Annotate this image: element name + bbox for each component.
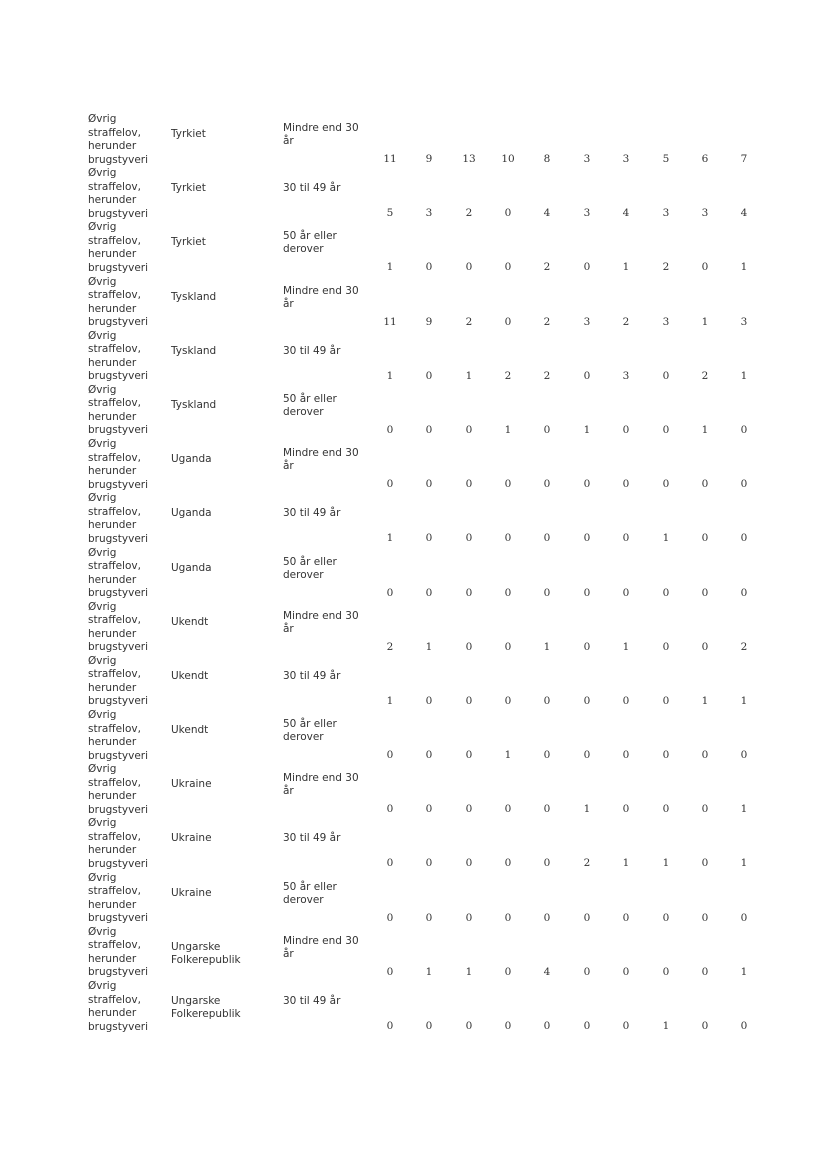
value-cell: 0 xyxy=(425,749,433,762)
value-cell: 2 xyxy=(701,369,709,382)
crime-category-line: straffelov, xyxy=(88,126,141,139)
age-group-cell: Mindre end 30 år xyxy=(283,284,359,310)
value-cell: 2 xyxy=(465,315,473,328)
value-cell: 0 xyxy=(662,640,670,653)
value-cell: 0 xyxy=(465,478,473,491)
crime-category-line: straffelov, xyxy=(88,993,141,1006)
table-row xyxy=(0,113,828,167)
value-cell: 0 xyxy=(504,803,512,816)
country-cell: Uganda xyxy=(171,561,212,574)
country-cell: Tyrkiet xyxy=(171,236,206,249)
crime-category-line: Øvrig xyxy=(88,654,117,667)
value-cell: 0 xyxy=(622,1020,630,1032)
value-cell: 0 xyxy=(583,694,591,707)
value-cell: 0 xyxy=(543,1020,551,1032)
value-cell: 0 xyxy=(583,369,591,382)
value-cell: 0 xyxy=(622,694,630,707)
value-cell: 0 xyxy=(543,911,551,924)
country-cell: Uganda xyxy=(171,507,212,520)
table-row xyxy=(0,709,828,763)
crime-category-line: Øvrig xyxy=(88,546,117,559)
table-row xyxy=(0,601,828,655)
value-cell: 13 xyxy=(462,153,476,165)
value-cell: 0 xyxy=(701,911,709,924)
value-cell: 1 xyxy=(740,369,748,382)
table-row xyxy=(0,980,828,1034)
crime-category-line: straffelov, xyxy=(88,939,141,952)
country-cell: Tyskland xyxy=(171,398,217,411)
value-cell: 0 xyxy=(504,207,512,220)
value-cell: 0 xyxy=(465,694,473,707)
crime-category-line: brugstyveri xyxy=(88,424,149,437)
crime-category-line: herunder xyxy=(88,736,137,749)
value-cell: 0 xyxy=(543,694,551,707)
value-cell: 2 xyxy=(740,640,748,653)
value-cell: 0 xyxy=(386,1020,394,1032)
crime-category-line: Øvrig xyxy=(88,329,117,342)
value-cell: 1 xyxy=(425,965,433,978)
value-cell: 1 xyxy=(622,857,630,870)
value-cell: 0 xyxy=(701,532,709,545)
crime-category-line: brugstyveri xyxy=(88,695,149,708)
crime-category-line: herunder xyxy=(88,844,137,857)
crime-category-line: Øvrig xyxy=(88,763,117,776)
value-cell: 0 xyxy=(583,911,591,924)
value-cell: 5 xyxy=(662,153,670,165)
value-cell: 0 xyxy=(504,478,512,491)
crime-category-line: straffelov, xyxy=(88,776,141,789)
crime-category-line: Øvrig xyxy=(88,709,117,722)
age-group-cell: 30 til 49 år xyxy=(283,507,341,520)
value-cell: 0 xyxy=(740,423,748,436)
crime-category-line: herunder xyxy=(88,1007,137,1019)
value-cell: 0 xyxy=(622,532,630,545)
crime-category-line: herunder xyxy=(88,573,137,586)
value-cell: 0 xyxy=(583,532,591,545)
value-cell: 0 xyxy=(543,478,551,491)
crime-category-line: straffelov, xyxy=(88,234,141,247)
value-cell: 2 xyxy=(543,315,551,328)
age-group-cell: 30 til 49 år xyxy=(283,995,341,1007)
value-cell: 1 xyxy=(701,694,709,707)
value-cell: 0 xyxy=(622,965,630,978)
value-cell: 0 xyxy=(701,803,709,816)
crime-category-line: brugstyveri xyxy=(88,641,149,654)
country-cell: Ukendt xyxy=(171,615,209,628)
value-cell: 0 xyxy=(504,315,512,328)
value-cell: 0 xyxy=(701,478,709,491)
value-cell: 0 xyxy=(662,965,670,978)
crime-category-line: herunder xyxy=(88,465,137,478)
age-group-cell: 30 til 49 år xyxy=(283,832,341,845)
country-cell: Tyrkiet xyxy=(171,128,206,140)
value-cell: 0 xyxy=(504,532,512,545)
value-cell: 0 xyxy=(504,261,512,274)
value-cell: 1 xyxy=(543,640,551,653)
value-cell: 0 xyxy=(622,478,630,491)
crime-category-line: brugstyveri xyxy=(88,966,149,979)
crime-category-line: herunder xyxy=(88,410,137,423)
crime-category-line: Øvrig xyxy=(88,817,117,830)
value-cell: 0 xyxy=(701,965,709,978)
age-group-cell: 50 år eller derover xyxy=(283,230,337,256)
value-cell: 2 xyxy=(583,857,591,870)
value-cell: 0 xyxy=(504,965,512,978)
value-cell: 3 xyxy=(583,315,591,328)
value-cell: 1 xyxy=(662,1020,670,1032)
age-group-cell: 30 til 49 år xyxy=(283,344,341,357)
value-cell: 0 xyxy=(504,694,512,707)
value-cell: 2 xyxy=(543,369,551,382)
value-cell: 1 xyxy=(740,965,748,978)
value-cell: 4 xyxy=(543,965,551,978)
crime-category-line: straffelov, xyxy=(88,343,141,356)
table-row xyxy=(0,330,828,384)
value-cell: 0 xyxy=(465,911,473,924)
country-cell: Ukraine xyxy=(171,832,212,845)
crime-category-line: Øvrig xyxy=(88,113,117,125)
value-cell: 0 xyxy=(386,911,394,924)
crime-category-line: brugstyveri xyxy=(88,749,149,762)
crime-category-line: Øvrig xyxy=(88,221,117,234)
value-cell: 0 xyxy=(701,586,709,599)
crime-category-line: straffelov, xyxy=(88,614,141,627)
value-cell: 0 xyxy=(425,261,433,274)
value-cell: 6 xyxy=(701,153,709,165)
value-cell: 0 xyxy=(583,640,591,653)
value-cell: 0 xyxy=(543,803,551,816)
country-cell: Ukraine xyxy=(171,886,212,899)
crime-category-line: brugstyveri xyxy=(88,153,149,166)
crime-category-line: brugstyveri xyxy=(88,587,149,599)
value-cell: 0 xyxy=(583,586,591,599)
crime-category-line: straffelov, xyxy=(88,505,141,518)
value-cell: 4 xyxy=(543,207,551,220)
value-cell: 11 xyxy=(383,153,397,165)
value-cell: 0 xyxy=(662,911,670,924)
age-group-cell: Mindre end 30 år xyxy=(283,122,359,147)
crime-category-line: Øvrig xyxy=(88,980,117,992)
crime-category-line: herunder xyxy=(88,627,137,640)
crime-category-line: herunder xyxy=(88,952,137,965)
value-cell: 0 xyxy=(425,532,433,545)
crime-category-line: Øvrig xyxy=(88,383,117,396)
country-cell: Tyskland xyxy=(171,344,217,357)
crime-category-line: straffelov, xyxy=(88,722,141,735)
country-cell: Ukraine xyxy=(171,778,212,791)
table-row xyxy=(0,384,828,438)
value-cell: 0 xyxy=(425,423,433,436)
value-cell: 1 xyxy=(465,369,473,382)
crime-category-line: herunder xyxy=(88,194,137,207)
value-cell: 2 xyxy=(386,640,394,653)
value-cell: 1 xyxy=(386,694,394,707)
crime-category-line: Øvrig xyxy=(88,275,117,288)
value-cell: 0 xyxy=(386,857,394,870)
value-cell: 1 xyxy=(504,749,512,762)
value-cell: 0 xyxy=(701,1020,709,1032)
table-row xyxy=(0,763,828,817)
value-cell: 3 xyxy=(662,315,670,328)
value-cell: 0 xyxy=(701,749,709,762)
value-cell: 3 xyxy=(701,207,709,220)
value-cell: 0 xyxy=(543,532,551,545)
country-cell: Ungarske Folkerepublik xyxy=(171,940,241,966)
crime-category-line: Øvrig xyxy=(88,925,117,938)
value-cell: 0 xyxy=(740,586,748,599)
value-cell: 0 xyxy=(465,1020,473,1032)
value-cell: 0 xyxy=(543,586,551,599)
value-cell: 0 xyxy=(543,749,551,762)
crime-category-line: Øvrig xyxy=(88,871,117,884)
value-cell: 0 xyxy=(504,1020,512,1032)
value-cell: 0 xyxy=(386,803,394,816)
value-cell: 1 xyxy=(386,369,394,382)
crime-category-line: straffelov, xyxy=(88,668,141,681)
crime-category-line: herunder xyxy=(88,248,137,261)
value-cell: 4 xyxy=(622,207,630,220)
table-row xyxy=(0,221,828,275)
value-cell: 1 xyxy=(465,965,473,978)
crime-category-line: brugstyveri xyxy=(88,1020,149,1033)
value-cell: 3 xyxy=(583,207,591,220)
value-cell: 0 xyxy=(583,261,591,274)
value-cell: 0 xyxy=(425,586,433,599)
value-cell: 0 xyxy=(543,423,551,436)
crime-category-line: brugstyveri xyxy=(88,803,149,816)
value-cell: 0 xyxy=(504,586,512,599)
value-cell: 0 xyxy=(662,478,670,491)
crime-category-line: brugstyveri xyxy=(88,370,149,383)
country-cell: Tyrkiet xyxy=(171,182,206,195)
table-row xyxy=(0,547,828,601)
crime-category-line: brugstyveri xyxy=(88,478,149,491)
value-cell: 0 xyxy=(622,911,630,924)
crime-category-line: brugstyveri xyxy=(88,316,149,329)
country-cell: Ukendt xyxy=(171,724,209,737)
country-cell: Ukendt xyxy=(171,669,209,682)
value-cell: 0 xyxy=(622,803,630,816)
value-cell: 0 xyxy=(465,586,473,599)
data-table xyxy=(0,113,828,1034)
crime-category-line: herunder xyxy=(88,790,137,803)
value-cell: 8 xyxy=(543,153,551,165)
value-cell: 3 xyxy=(622,369,630,382)
crime-category-line: straffelov, xyxy=(88,560,141,572)
crime-category-line: straffelov, xyxy=(88,885,141,898)
value-cell: 0 xyxy=(622,749,630,762)
value-cell: 0 xyxy=(583,749,591,762)
value-cell: 0 xyxy=(465,261,473,274)
table-row xyxy=(0,926,828,980)
table-row xyxy=(0,276,828,330)
value-cell: 0 xyxy=(425,857,433,870)
crime-category-line: straffelov, xyxy=(88,830,141,843)
age-group-cell: 50 år eller derover xyxy=(283,718,337,744)
age-group-cell: 50 år eller derover xyxy=(283,555,337,581)
crime-category-line: herunder xyxy=(88,898,137,911)
value-cell: 3 xyxy=(740,315,748,328)
value-cell: 1 xyxy=(662,532,670,545)
value-cell: 1 xyxy=(583,803,591,816)
crime-category-line: herunder xyxy=(88,519,137,532)
value-cell: 1 xyxy=(740,857,748,870)
crime-category-line: herunder xyxy=(88,140,137,152)
country-cell: Tyskland xyxy=(171,290,217,303)
crime-category-line: Øvrig xyxy=(88,492,117,505)
value-cell: 0 xyxy=(425,478,433,491)
value-cell: 0 xyxy=(465,640,473,653)
value-cell: 0 xyxy=(425,911,433,924)
table-row xyxy=(0,438,828,492)
value-cell: 1 xyxy=(740,261,748,274)
age-group-cell: 30 til 49 år xyxy=(283,669,341,682)
crime-category-line: brugstyveri xyxy=(88,532,149,545)
age-group-cell: Mindre end 30 år xyxy=(283,447,359,473)
value-cell: 0 xyxy=(386,586,394,599)
value-cell: 0 xyxy=(425,694,433,707)
value-cell: 10 xyxy=(501,153,515,165)
table-row xyxy=(0,167,828,221)
value-cell: 0 xyxy=(425,803,433,816)
value-cell: 3 xyxy=(622,153,630,165)
crime-category-line: straffelov, xyxy=(88,451,141,464)
value-cell: 1 xyxy=(425,640,433,653)
value-cell: 0 xyxy=(622,423,630,436)
value-cell: 0 xyxy=(386,423,394,436)
value-cell: 1 xyxy=(386,532,394,545)
crime-category-line: straffelov, xyxy=(88,289,141,302)
value-cell: 0 xyxy=(504,911,512,924)
value-cell: 9 xyxy=(425,153,433,165)
value-cell: 2 xyxy=(504,369,512,382)
value-cell: 0 xyxy=(465,803,473,816)
age-group-cell: 50 år eller derover xyxy=(283,880,337,906)
crime-category-line: Øvrig xyxy=(88,600,117,613)
value-cell: 0 xyxy=(583,1020,591,1032)
value-cell: 11 xyxy=(383,315,397,328)
table-row xyxy=(0,872,828,926)
value-cell: 1 xyxy=(662,857,670,870)
age-group-cell: 50 år eller derover xyxy=(283,392,337,418)
value-cell: 2 xyxy=(543,261,551,274)
value-cell: 0 xyxy=(504,640,512,653)
value-cell: 0 xyxy=(662,749,670,762)
value-cell: 0 xyxy=(701,857,709,870)
crime-category-line: straffelov, xyxy=(88,180,141,193)
country-cell: Ungarske Folkerepublik xyxy=(171,995,241,1020)
value-cell: 1 xyxy=(622,640,630,653)
value-cell: 1 xyxy=(701,315,709,328)
value-row xyxy=(0,1020,828,1036)
crime-category-line: Øvrig xyxy=(88,167,117,180)
value-cell: 0 xyxy=(465,423,473,436)
value-cell: 3 xyxy=(662,207,670,220)
value-cell: 1 xyxy=(504,423,512,436)
value-cell: 0 xyxy=(662,803,670,816)
table-row xyxy=(0,492,828,546)
crime-category-line: herunder xyxy=(88,681,137,694)
table-row xyxy=(0,817,828,871)
value-cell: 0 xyxy=(740,749,748,762)
value-cell: 0 xyxy=(662,586,670,599)
value-cell: 4 xyxy=(740,207,748,220)
value-cell: 0 xyxy=(662,423,670,436)
value-cell: 3 xyxy=(425,207,433,220)
crime-category-line: brugstyveri xyxy=(88,207,149,220)
value-cell: 0 xyxy=(740,1020,748,1032)
crime-category-line: brugstyveri xyxy=(88,261,149,274)
value-cell: 0 xyxy=(701,640,709,653)
crime-category-line: herunder xyxy=(88,356,137,369)
value-cell: 0 xyxy=(583,478,591,491)
value-cell: 0 xyxy=(425,1020,433,1032)
value-cell: 0 xyxy=(662,369,670,382)
value-cell: 1 xyxy=(740,803,748,816)
value-cell: 0 xyxy=(662,694,670,707)
country-cell: Uganda xyxy=(171,453,212,466)
value-cell: 0 xyxy=(465,749,473,762)
value-cell: 5 xyxy=(386,207,394,220)
value-cell: 2 xyxy=(662,261,670,274)
value-cell: 0 xyxy=(425,369,433,382)
crime-category-line: Øvrig xyxy=(88,438,117,451)
age-group-cell: Mindre end 30 år xyxy=(283,772,359,798)
value-cell: 3 xyxy=(583,153,591,165)
value-cell: 0 xyxy=(465,532,473,545)
value-cell: 0 xyxy=(740,532,748,545)
age-group-cell: 30 til 49 år xyxy=(283,182,341,195)
value-cell: 2 xyxy=(465,207,473,220)
value-cell: 9 xyxy=(425,315,433,328)
table-row xyxy=(0,655,828,709)
value-cell: 0 xyxy=(386,749,394,762)
value-cell: 1 xyxy=(622,261,630,274)
crime-category-line: brugstyveri xyxy=(88,912,149,925)
value-cell: 1 xyxy=(583,423,591,436)
age-group-cell: Mindre end 30 år xyxy=(283,934,359,960)
value-cell: 0 xyxy=(386,965,394,978)
value-cell: 0 xyxy=(622,586,630,599)
crime-category-line: herunder xyxy=(88,302,137,315)
value-cell: 0 xyxy=(583,965,591,978)
value-cell: 0 xyxy=(465,857,473,870)
value-cell: 0 xyxy=(504,857,512,870)
value-cell: 0 xyxy=(740,911,748,924)
value-cell: 0 xyxy=(740,478,748,491)
value-cell: 0 xyxy=(543,857,551,870)
value-cell: 0 xyxy=(701,261,709,274)
value-cell: 1 xyxy=(701,423,709,436)
value-cell: 1 xyxy=(740,694,748,707)
crime-category-line: brugstyveri xyxy=(88,857,149,870)
value-cell: 0 xyxy=(386,478,394,491)
crime-category-line: straffelov, xyxy=(88,397,141,410)
value-cell: 2 xyxy=(622,315,630,328)
age-group-cell: Mindre end 30 år xyxy=(283,609,359,635)
value-cell: 7 xyxy=(740,153,748,165)
value-cell: 1 xyxy=(386,261,394,274)
